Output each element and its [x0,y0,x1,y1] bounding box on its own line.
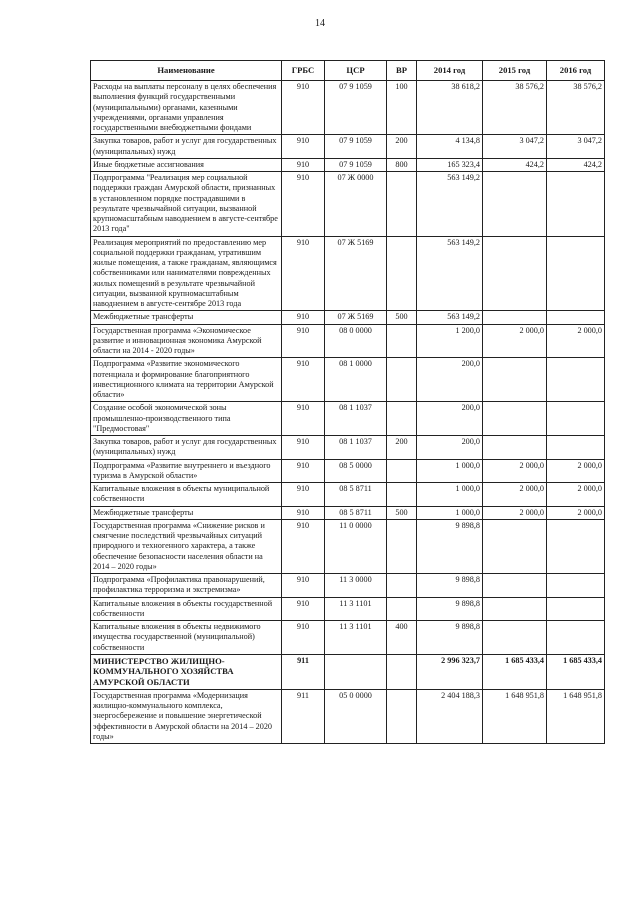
row-amount-2015: 38 576,2 [483,81,547,135]
row-grbs: 910 [282,597,325,621]
row-amount-2016 [547,358,605,402]
row-name: МИНИСТЕРСТВО ЖИЛИЩНО-КОММУНАЛЬНОГО ХОЗЯЙСТВА АМУРСКОЙ ОБЛАСТИ [91,654,282,689]
table-row [91,158,605,171]
row-vr [387,654,417,689]
table-header-row [91,61,605,81]
row-csr: 07 Ж 5169 [325,236,387,311]
header-name: Наименование [91,61,282,81]
row-amount-2014: 2 404 188,3 [417,689,483,743]
row-amount-2015: 1 648 951,8 [483,689,547,743]
row-amount-2014: 200,0 [417,436,483,460]
row-vr [387,483,417,507]
row-amount-2014: 9 898,8 [417,574,483,598]
row-amount-2014: 563 149,2 [417,311,483,324]
table-row [91,483,605,507]
row-csr: 08 5 8711 [325,483,387,507]
row-grbs: 910 [282,358,325,402]
row-vr [387,689,417,743]
row-amount-2015 [483,436,547,460]
row-csr: 07 Ж 0000 [325,172,387,237]
table-row [91,597,605,621]
row-amount-2015 [483,402,547,436]
row-grbs: 910 [282,81,325,135]
table-row [91,519,605,573]
header-2015: 2015 год [483,61,547,81]
row-csr: 07 9 1059 [325,81,387,135]
header-grbs: ГРБС [282,61,325,81]
row-amount-2016: 424,2 [547,158,605,171]
row-amount-2014: 200,0 [417,358,483,402]
row-name: Капитальные вложения в объекты недвижимого имущества государственной (муниципальной) собственности [91,621,282,655]
row-amount-2015 [483,621,547,655]
row-amount-2015 [483,597,547,621]
row-grbs: 910 [282,519,325,573]
row-vr [387,324,417,358]
row-grbs: 910 [282,236,325,311]
row-grbs: 910 [282,506,325,519]
table-row [91,654,605,689]
row-csr: 11 3 0000 [325,574,387,598]
row-csr: 08 5 0000 [325,459,387,483]
row-amount-2015: 2 000,0 [483,324,547,358]
row-amount-2015: 1 685 433,4 [483,654,547,689]
row-amount-2016 [547,574,605,598]
table-row [91,574,605,598]
row-csr: 05 0 0000 [325,689,387,743]
header-csr: ЦСР [325,61,387,81]
row-amount-2015: 424,2 [483,158,547,171]
row-csr: 08 1 0000 [325,358,387,402]
row-grbs: 910 [282,459,325,483]
row-vr [387,574,417,598]
row-amount-2016: 2 000,0 [547,459,605,483]
header-vr: ВР [387,61,417,81]
page-number: 14 [315,18,325,29]
row-amount-2014: 2 996 323,7 [417,654,483,689]
table-row [91,81,605,135]
row-vr: 400 [387,621,417,655]
row-csr [325,654,387,689]
header-2014: 2014 год [417,61,483,81]
row-name: Закупка товаров, работ и услуг для государственных (муниципальных) нужд [91,436,282,460]
row-csr: 07 9 1059 [325,135,387,159]
row-amount-2014: 38 618,2 [417,81,483,135]
row-amount-2016: 1 648 951,8 [547,689,605,743]
row-vr: 800 [387,158,417,171]
row-grbs: 911 [282,689,325,743]
row-name: Подпрограмма «Развитие внутреннего и въездного туризма в Амурской области» [91,459,282,483]
row-vr [387,597,417,621]
row-name: Государственная программа «Экономическое развитие и инновационная экономика Амурской области на 2014 - 2020 годы» [91,324,282,358]
row-name: Межбюджетные трансферты [91,506,282,519]
row-amount-2016 [547,236,605,311]
row-vr: 500 [387,506,417,519]
table-row [91,311,605,324]
table-row [91,621,605,655]
row-amount-2014: 9 898,8 [417,519,483,573]
row-grbs: 910 [282,172,325,237]
row-name: Капитальные вложения в объекты муниципальной собственности [91,483,282,507]
row-amount-2016 [547,621,605,655]
header-2016: 2016 год [547,61,605,81]
row-grbs: 910 [282,158,325,171]
row-amount-2015: 2 000,0 [483,506,547,519]
row-amount-2015 [483,311,547,324]
row-grbs: 910 [282,402,325,436]
row-amount-2016 [547,436,605,460]
row-vr [387,172,417,237]
row-amount-2015 [483,358,547,402]
row-amount-2016 [547,597,605,621]
row-vr: 200 [387,436,417,460]
row-amount-2016 [547,311,605,324]
row-amount-2014: 1 200,0 [417,324,483,358]
row-name: Подпрограмма «Профилактика правонарушений, профилактика терроризма и экстремизма» [91,574,282,598]
table-body [91,81,605,744]
row-vr [387,236,417,311]
budget-table [90,60,605,744]
row-vr [387,459,417,483]
table-row [91,358,605,402]
row-amount-2016: 2 000,0 [547,506,605,519]
row-vr: 100 [387,81,417,135]
row-amount-2014: 9 898,8 [417,597,483,621]
row-name: Подпрограмма "Реализация мер социальной поддержки граждан Амурской области, признанных в установленном порядке пострадавшими в результате чрезвычайной ситуации, вызванной крупномасштабным наводнением в августе-сентябре 2013 года" [91,172,282,237]
row-amount-2014: 200,0 [417,402,483,436]
row-amount-2016: 1 685 433,4 [547,654,605,689]
row-csr: 11 3 1101 [325,621,387,655]
table-row [91,459,605,483]
row-grbs: 910 [282,621,325,655]
row-amount-2014: 165 323,4 [417,158,483,171]
row-amount-2014: 9 898,8 [417,621,483,655]
row-amount-2014: 1 000,0 [417,506,483,519]
row-grbs: 910 [282,135,325,159]
row-vr [387,519,417,573]
row-name: Государственная программа «Снижение рисков и смягчение последствий чрезвычайных ситуаций природного и техногенного характера, а также обеспечение безопасности населения области на 2014 – 2020 годы» [91,519,282,573]
row-name: Капитальные вложения в объекты государственной собственности [91,597,282,621]
row-csr: 08 1 1037 [325,436,387,460]
row-name: Расходы на выплаты персоналу в целях обеспечения выполнения функций государственными (муниципальными) органами, казенными учреждениями, органами управления государственными внебюджетными фондами [91,81,282,135]
row-name: Закупка товаров, работ и услуг для государственных (муниципальных) нужд [91,135,282,159]
row-amount-2016 [547,172,605,237]
row-amount-2014: 4 134,8 [417,135,483,159]
row-amount-2015 [483,574,547,598]
row-grbs: 910 [282,311,325,324]
table-row [91,506,605,519]
row-amount-2014: 563 149,2 [417,172,483,237]
row-amount-2015: 2 000,0 [483,483,547,507]
row-amount-2016 [547,519,605,573]
row-name: Реализация мероприятий по предоставлению мер социальной поддержки гражданам, утратившим жилые помещения, а также гражданам, являющимся собственниками или нанимателями поврежденных жилых помещений в результате чрезвычайной ситуации, вызванной крупномасштабным наводнением в августе-сентябре 2013 года [91,236,282,311]
row-name: Межбюджетные трансферты [91,311,282,324]
row-csr: 08 1 1037 [325,402,387,436]
row-amount-2014: 1 000,0 [417,459,483,483]
row-amount-2016: 38 576,2 [547,81,605,135]
table-row [91,436,605,460]
row-csr: 07 9 1059 [325,158,387,171]
table-row [91,324,605,358]
table-row [91,402,605,436]
row-amount-2015: 3 047,2 [483,135,547,159]
row-grbs: 910 [282,574,325,598]
row-vr: 500 [387,311,417,324]
row-csr: 08 0 0000 [325,324,387,358]
table-row [91,236,605,311]
row-csr: 07 Ж 5169 [325,311,387,324]
row-csr: 11 0 0000 [325,519,387,573]
row-csr: 11 3 1101 [325,597,387,621]
row-amount-2014: 563 149,2 [417,236,483,311]
row-grbs: 910 [282,483,325,507]
row-name: Иные бюджетные ассигнования [91,158,282,171]
table-row [91,135,605,159]
row-amount-2016: 3 047,2 [547,135,605,159]
row-name: Подпрограмма «Развитие экономического потенциала и формирование благоприятного инвестиционного климата на территории Амурской области» [91,358,282,402]
row-vr [387,358,417,402]
row-amount-2016 [547,402,605,436]
row-amount-2014: 1 000,0 [417,483,483,507]
row-grbs: 910 [282,324,325,358]
row-vr [387,402,417,436]
row-amount-2015 [483,519,547,573]
row-amount-2016: 2 000,0 [547,324,605,358]
table-row [91,689,605,743]
row-amount-2015 [483,236,547,311]
row-vr: 200 [387,135,417,159]
row-csr: 08 5 8711 [325,506,387,519]
row-amount-2015 [483,172,547,237]
row-grbs: 911 [282,654,325,689]
table-row [91,172,605,237]
row-amount-2015: 2 000,0 [483,459,547,483]
row-amount-2016: 2 000,0 [547,483,605,507]
row-name: Государственная программа «Модернизация жилищно-коммунального комплекса, энергосбережение и повышение энергетической эффективности в Амурской области на 2014 – 2020 годы» [91,689,282,743]
row-grbs: 910 [282,436,325,460]
row-name: Создание особой экономической зоны промышленно-производственного типа "Предмостовая" [91,402,282,436]
